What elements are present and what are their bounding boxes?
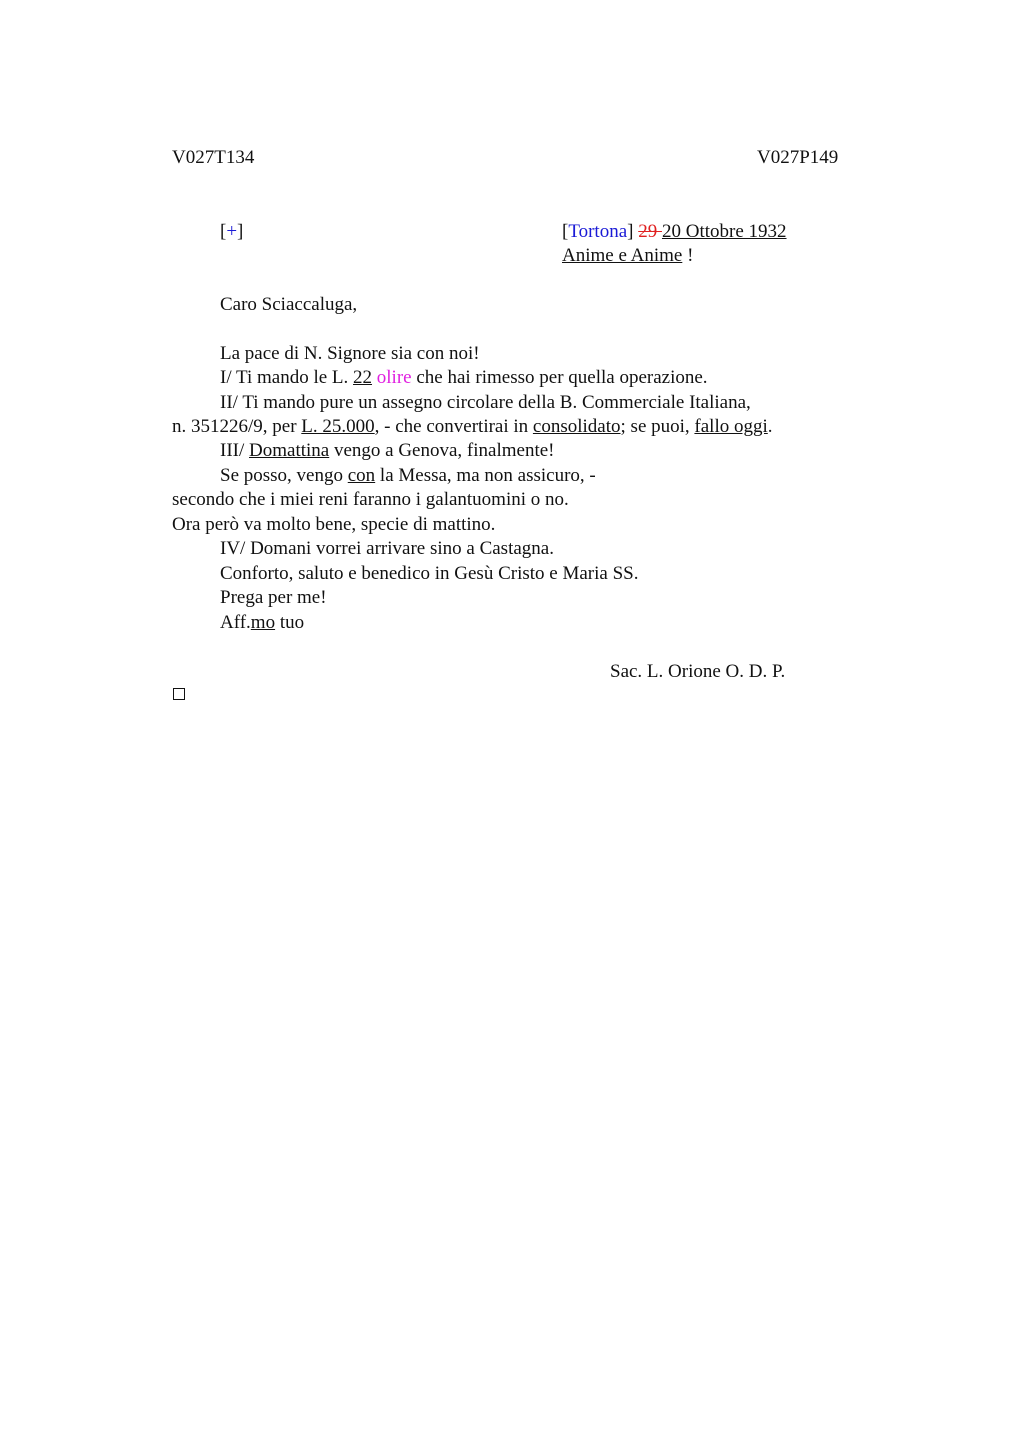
fallo-oggi-word: fallo oggi	[694, 416, 768, 437]
paragraph-2-line-1: II/ Ti mando pure un assegno circolare della B. Commerciale Italiana,	[220, 392, 751, 413]
date-line	[562, 220, 787, 244]
paragraph-4-text-end: la Messa, ma non assicuro, -	[375, 465, 596, 486]
place-bracket-close: ]	[627, 221, 639, 242]
greeting: La pace di N. Signore sia con noi!	[220, 343, 480, 364]
paragraph-2-text-2: ; se puoi,	[620, 416, 695, 437]
paragraph-3	[220, 439, 555, 463]
signature: Sac. L. Orione O. D. P.	[610, 661, 786, 682]
paragraph-3-text: vengo a Genova, finalmente!	[329, 440, 555, 461]
paragraph-4-line-3: Ora però va molto bene, specie di mattino.	[172, 514, 496, 535]
amount-22: 22	[353, 367, 373, 388]
letter-date: 20 Ottobre 1932	[661, 221, 787, 242]
document-code-left: V027T134	[172, 147, 255, 168]
place-name: Tortona	[568, 221, 628, 242]
domattina-word: Domattina	[249, 440, 330, 461]
paragraph-4	[220, 464, 596, 488]
cheque-amount: L. 25.000	[301, 416, 375, 437]
paragraph-2-period: .	[767, 416, 773, 437]
paragraph-1	[220, 366, 708, 390]
paragraph-1-text-end: che hai rimesso per quella operazione.	[411, 367, 708, 388]
cross-mark	[220, 220, 243, 244]
place-bracket-open: [	[562, 221, 569, 242]
paragraph-5: IV/ Domani vorrei arrivare sino a Castagna.	[220, 538, 554, 559]
closing-aff: Aff.	[220, 612, 251, 633]
document-code-right: V027P149	[757, 147, 839, 168]
salutation: Caro Sciaccaluga,	[220, 294, 358, 315]
consolidato-word: consolidato	[532, 416, 621, 437]
paragraph-1-text: I/ Ti mando le L.	[220, 367, 354, 388]
prayer-request: Prega per me!	[220, 587, 327, 608]
bracket-open: [	[220, 221, 227, 242]
motto: Anime e Anime	[562, 245, 683, 266]
inserted-word: olire	[376, 367, 412, 388]
end-square-icon	[173, 688, 185, 700]
paragraph-3-number: III/	[220, 440, 250, 461]
paragraph-2-text: , - che convertirai in	[374, 416, 533, 437]
cross-symbol: +	[226, 221, 238, 242]
closing	[220, 611, 304, 635]
blessing-line: Conforto, saluto e benedico in Gesù Cristo e Maria SS.	[220, 563, 639, 584]
motto-line	[562, 244, 693, 268]
paragraph-4-line-2: secondo che i miei reni faranno i galantuomini o no.	[172, 489, 569, 510]
con-word: con	[347, 465, 376, 486]
closing-tuo: tuo	[275, 612, 305, 633]
closing-mo: mo	[250, 612, 276, 633]
cheque-number: n. 351226/9, per	[172, 416, 302, 437]
paragraph-2-line-2	[172, 415, 773, 439]
paragraph-4-text: Se posso, vengo	[220, 465, 348, 486]
bracket-close: ]	[237, 221, 244, 242]
struck-date: 29	[638, 221, 662, 242]
motto-suffix: !	[682, 245, 694, 266]
